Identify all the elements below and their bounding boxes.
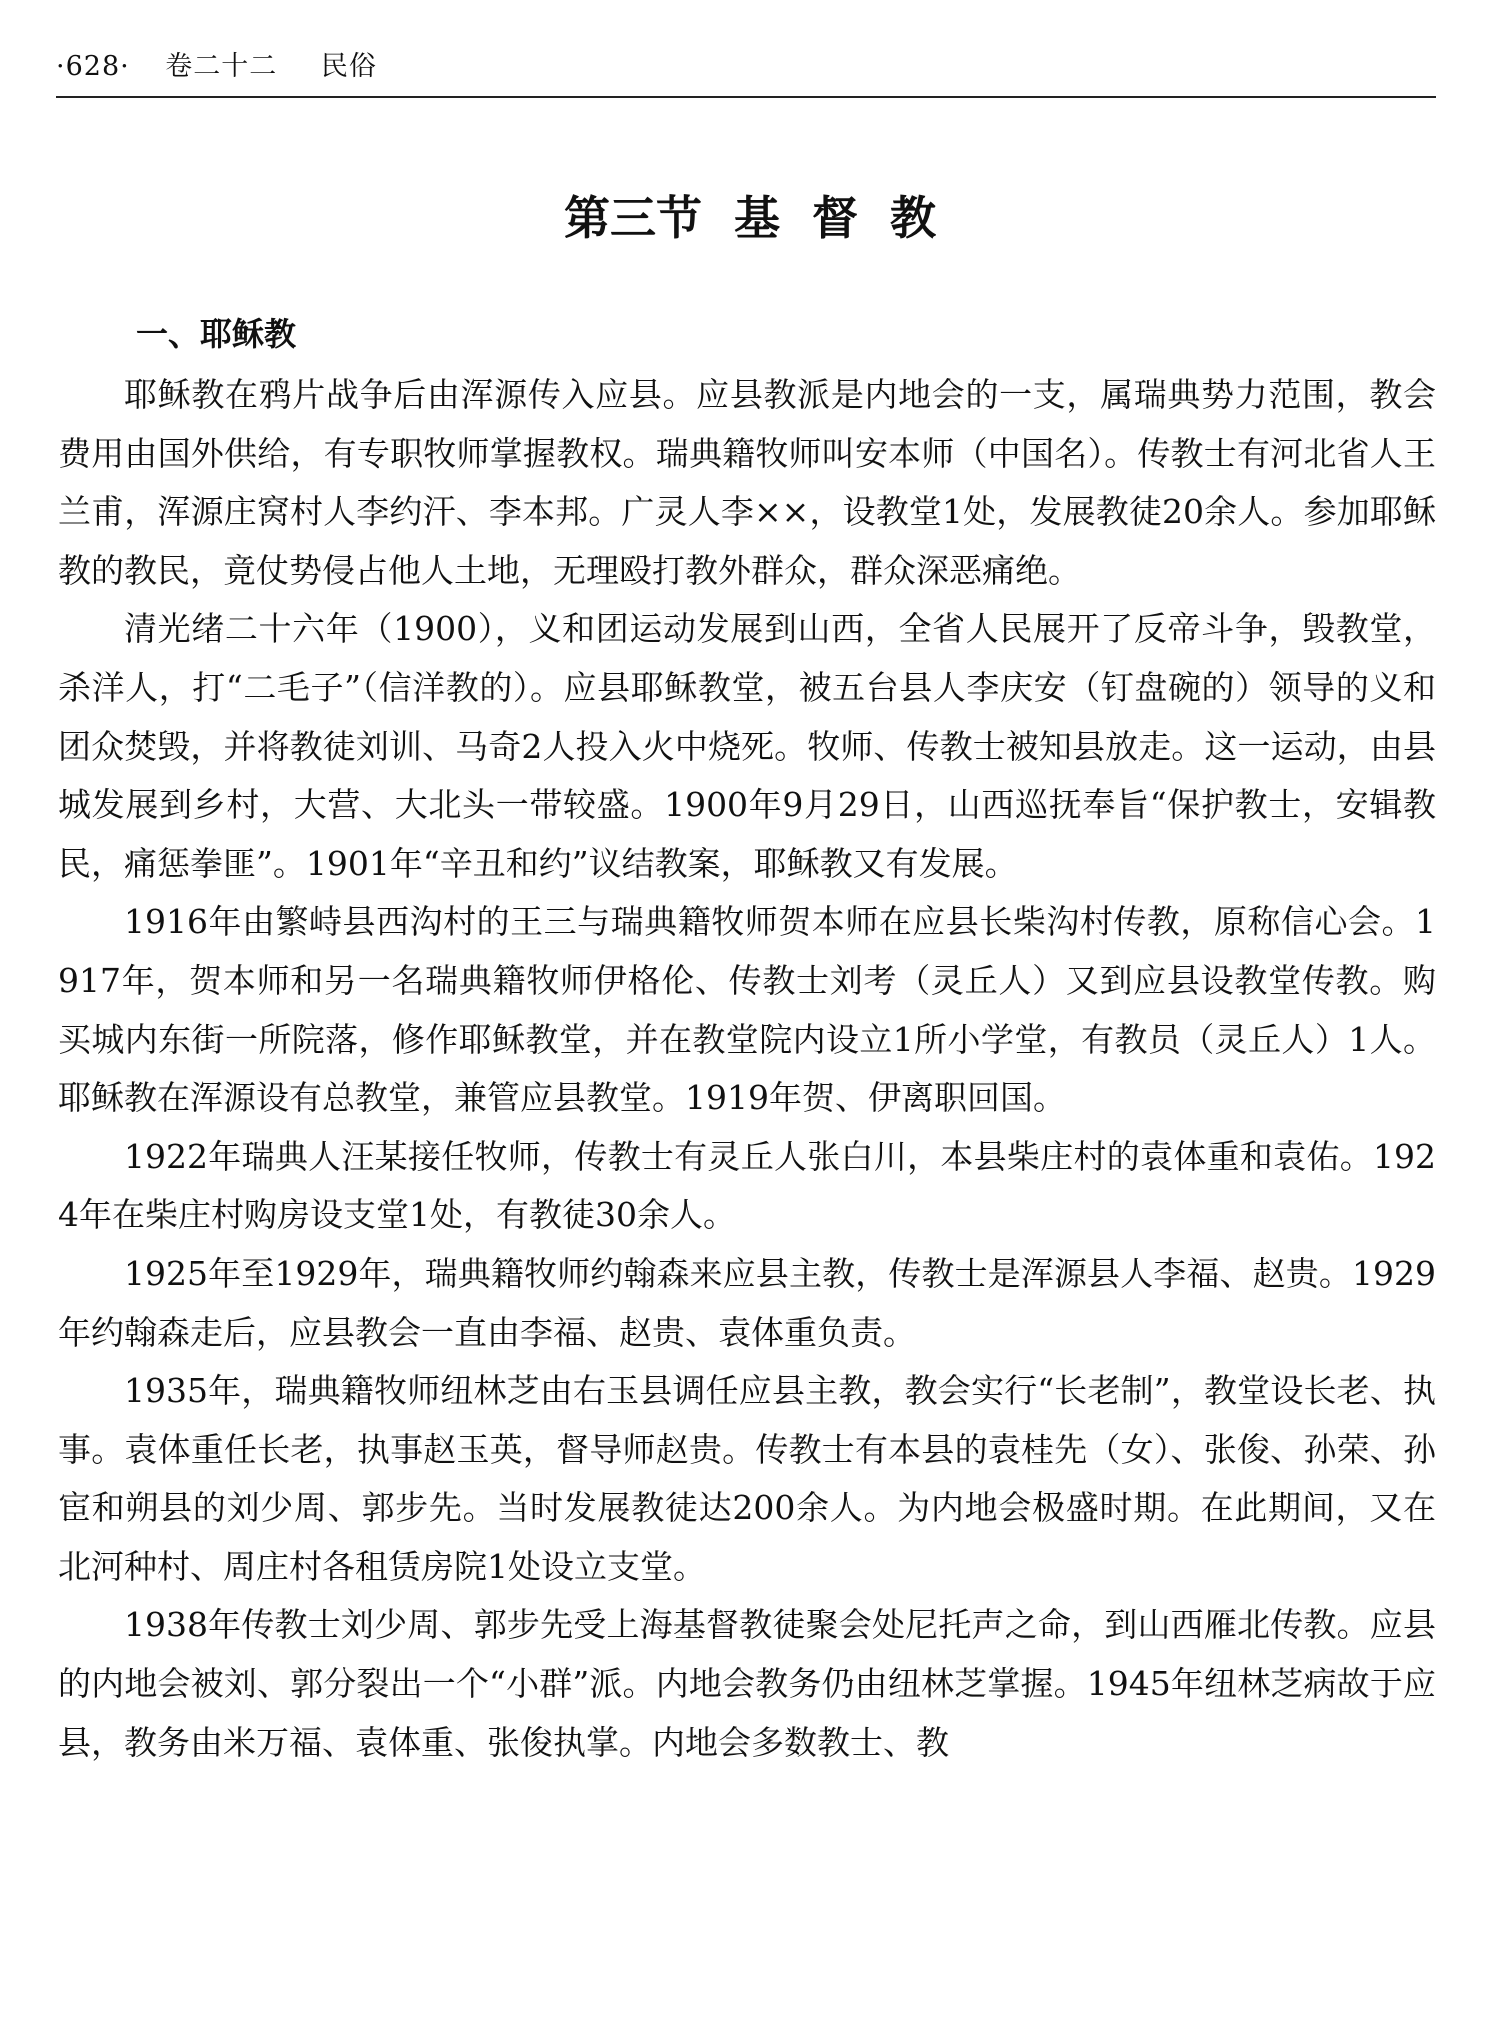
- paragraph-6: 1935年，瑞典籍牧师纽林芝由右玉县调任应县主教，教会实行“长老制”，教堂设长老、执事。袁体重任长老，执事赵玉英，督导师赵贵。传教士有本县的袁桂先（女）、张俊、孙荣、孙宦和朔县的刘少周、郭步先。当时发展教徒达200余人。为内地会极盛时期。在此期间，又在北河种村、周庄村各租赁房院1处设立支堂。: [58, 1371, 1436, 1586]
- paragraph-5: 1925年至1929年，瑞典籍牧师约翰森来应县主教，传教士是浑源县人李福、赵贵。1929年约翰森走后，应县教会一直由李福、赵贵、袁体重负责。: [58, 1253, 1436, 1352]
- section-title: 第三节 基 督 教: [563, 191, 937, 245]
- paragraph-3: 1916年由繁峙县西沟村的王三与瑞典籍牧师贺本师在应县长柴沟村传教，原称信心会。1917年，贺本师和另一名瑞典籍牧师伊格伦、传教士刘考（灵丘人）又到应县设教堂传教。购买城内东街一所院落，修作耶稣教堂，并在教堂院内设立1所小学堂，有教员（灵丘人）1人。耶稣教在浑源设有总教堂，兼管应县教堂。1919年贺、伊离职回国。: [58, 902, 1436, 1118]
- paragraph-7: 1938年传教士刘少周、郭步先受上海基督教徒聚会处尼托声之命，到山西雁北传教。应县的内地会被刘、郭分裂出一个“小群”派。内地会教务仍由纽林芝掌握。1945年纽林芝病故于应县，教务由米万福、袁体重、张俊执掌。内地会多数教士、教: [58, 1605, 1436, 1762]
- running-header: [56, 44, 377, 83]
- chapter-label: 民俗: [320, 51, 377, 82]
- body-text: [58, 366, 1436, 1772]
- paragraph-4: 1922年瑞典人汪某接任牧师，传教士有灵丘人张白川，本县柴庄村的袁体重和袁佑。1924年在柴庄村购房设支堂1处，有教徒30余人。: [58, 1136, 1436, 1235]
- subsection-title: 一、耶稣教: [136, 315, 297, 353]
- header-divider: [56, 96, 1436, 98]
- page-number: ·628·: [56, 51, 130, 82]
- paragraph-2: 清光绪二十六年（1900），义和团运动发展到山西，全省人民展开了反帝斗争，毁教堂，杀洋人，打“二毛子”（信洋教的）。应县耶稣教堂，被五台县人李庆安（钉盘碗的）领导的义和团众焚毁，并将教徒刘训、马奇2人投入火中烧死。牧师、传教士被知县放走。这一运动，由县城发展到乡村，大营、大北头一带较盛。1900年9月29日，山西巡抚奉旨“保护教士，安辑教民，痛惩拳匪”。1901年“辛丑和约”议结教案，耶稣教又有发展。: [58, 609, 1436, 883]
- paragraph-1: 耶稣教在鸦片战争后由浑源传入应县。应县教派是内地会的一支，属瑞典势力范围，教会费用由国外供给，有专职牧师掌握教权。瑞典籍牧师叫安本师（中国名）。传教士有河北省人王兰甫，浑源庄窝村人李约汗、李本邦。广灵人李××，设教堂1处，发展教徒20余人。参加耶稣教的教民，竟仗势侵占他人土地，无理殴打教外群众，群众深恶痛绝。: [58, 375, 1436, 590]
- volume-label: 卷二十二: [165, 51, 278, 82]
